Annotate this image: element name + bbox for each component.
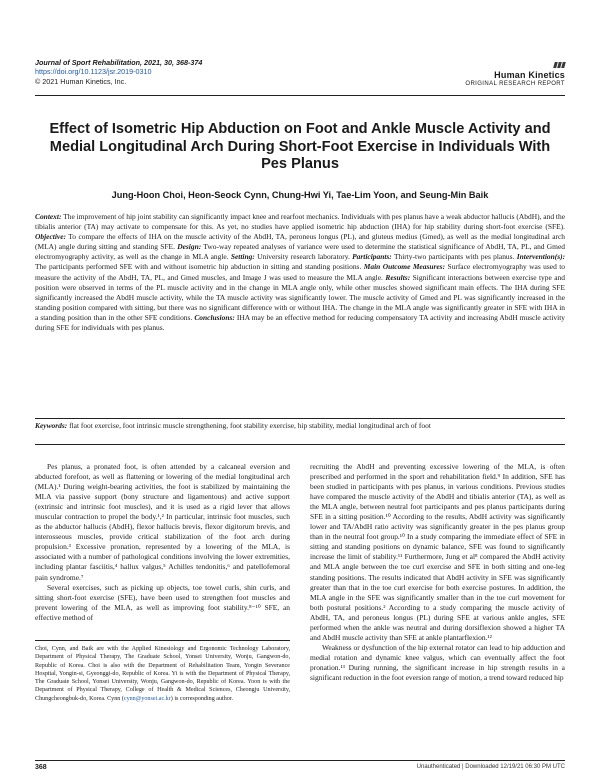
publisher-logo: [465, 62, 565, 88]
body-paragraph: Weakness or dysfunction of the hip external rotator can lead to hip adduction and medial rotation and dynamic knee valgus, which can eventually affect the foot pronation.¹³ During running, the significant increase in hip strength results in a significant reduction in the foot eversion range of motion, a trend toward reduced hip: [310, 642, 565, 682]
keywords-text: flat foot exercise, foot intrinsic muscle strengthening, foot stability exercise, hip stability, medial longitudinal arch of foot: [69, 421, 431, 430]
page-number: 368: [35, 764, 47, 771]
keywords-divider: [35, 444, 565, 445]
keywords-label: Keywords:: [35, 421, 68, 430]
results-label: Results:: [385, 272, 411, 282]
corresponding-email-link[interactable]: cynn@yonsei.ac.kr: [123, 695, 171, 702]
intervention-text: The participants performed SFE with and without isometric hip abduction in sitting and standing positions.: [35, 262, 362, 272]
setting-text: University research laboratory.: [257, 252, 350, 262]
affiliation-text-end: ) is corresponding author.: [170, 695, 234, 702]
context-text: The improvement of hip joint stability can significantly impact knee and rearfoot mechanics. Individuals with pes planus have a weak abductor hallucis (AbdH), and the tibialis anterior (TA) may activate to compensate for this. As yet, no studies have applied isometric hip abduction (IHA) for hip stability during short-foot exercise (SFE).: [35, 212, 565, 232]
intervention-label: Intervention(s):: [516, 252, 566, 262]
body-column-left: [35, 462, 290, 623]
context-label: Context:: [35, 212, 62, 221]
conclusions-text: IHA may be an effective method for reducing compensatory TA activity and increasing AbdH muscle activity during SFE for individuals with pes planus.: [35, 312, 566, 333]
journal-citation: Journal of Sport Rehabilitation, 2021, 30, 368-374: [35, 58, 203, 67]
setting-label: Setting:: [230, 252, 255, 262]
measures-text: Surface electromyography was used to measure the activity of the AbdH, TA, PL, and Gmed muscles, and Image J was used to measure the MLA angle.: [35, 262, 566, 282]
abstract: [35, 212, 565, 333]
body-paragraph: Pes planus, a pronated foot, is often attended by a calcaneal eversion and abducted forefoot, as well as flattening or lowering of the medial longitudinal arch (MLA).¹ During weight-bearing activities, the foot is stabilized by maintaining the MLA via passive support (bony structure and ligamentous) and active support (extrinsic and intrinsic foot muscles), and it is used as a rigid lever that allows muscular contraction to propel the body.¹,² In particular, intrinsic foot muscles, such as the abductor hallucis (AbdH), flexor hallucis brevis, flexor digitorum brevis, and interosseous muscles, provide critical stabilization of the foot arch during propulsion.³ Excessive pronation, represented by a lowering of the MLA, is associated with a number of pathological conditions involving the lower extremities, including plantar fasciitis,⁴ hallux valgus,⁵ Achilles tendonitis,⁶ and patellofemoral pain syndrome.⁷: [35, 462, 290, 582]
body-paragraph: Several exercises, such as picking up objects, toe towel curls, shin curls, and sitting short-foot exercise (SFE), have been used to strengthen foot muscles and prevent lowering of the MLA, as well as improving foot stability.⁸⁻¹⁰ SFE, an effective method of: [35, 582, 290, 622]
footer-divider: [35, 760, 565, 761]
body-paragraph: recruiting the AbdH and preventing excessive lowering of the MLA, is often prescribed and performed in the sport and rehabilitation field.⁹ In addition, SFE has been studied in participants with pes planus, in various conditions. Previous studies have compared the muscle activity of the AbdH and tibialis anterior (TA), as well as the MLA angle, between neutral foot participants and pes planus participants during SFE in a sitting position.¹⁰ According to the results, AbdH activity was significantly lower and TA/AbdH ratio activity was significantly greater in the pes planus group than in the neutral foot group.¹⁰ In a study comparing the immediate effect of SFE in sitting and standing positions on dynamic balance, SFE was found to significantly increase the limit of stability.¹¹ Furthermore, Jung et al⁸ compared the AbdH activity and MLA angle between the toe curl exercise and SFE in both sitting and one-leg standing positions. The results indicated that AbdH activity in SFE was significantly greater than that in the toe curl exercise for both exercise postures. In addition, the MLA angle in the SFE was significantly smaller than in the toe curl movement for both postural positions.² According to a study comparing the muscle activity of AbdH, TA, and peroneus longus (PL) during SFE at various ankle angles, SFE performed when the ankle was neutral and during dorsiflexion showed a higher TA and AbdH muscle activity than SFE at ankle plantarflexion.¹²: [310, 462, 565, 642]
article-title: Effect of Isometric Hip Abduction on Foot and Ankle Muscle Activity and Medial Longitudinal Arch During Short-Foot Exercise in Individuals With Pes Planus: [49, 121, 551, 172]
doi-link[interactable]: https://doi.org/10.1123/jsr.2019-0310: [35, 67, 152, 77]
abstract-divider: [35, 418, 565, 419]
objective-text: To compare the effects of IHA on the muscle activity of the AbdH, TA, peroneus longus (PL), and gluteus medius (Gmed), as well as the medial longitudinal arch (MLA) angle during sitting and standing SFE.: [35, 232, 565, 252]
publisher-mark-icon: [465, 62, 565, 68]
author-list: Jung-Hoon Choi, Heon-Seock Cynn, Chung-Hwi Yi, Tae-Lim Yoon, and Seung-Min Baik: [111, 190, 489, 200]
results-text: Significant interactions between exercise type and position were observed in terms of the PL muscle activity and in the change in MLA angle only, while other muscles showed significant main effects. The IHA during SFE significantly increased the AbdH muscle activity, while the TA muscle activity was significantly lower. The muscle activity of Gmed and PL was significantly increased in the standing position compared with sitting, but there was no significant difference with or without IHA. The change in the MLA angle was significantly greater in SFE with IHA in a standing position than in the other SFE conditions.: [35, 272, 565, 322]
copyright: © 2021 Human Kinetics, Inc.: [35, 76, 127, 86]
publisher-name: Human Kinetics: [494, 70, 565, 80]
download-stamp: Unauthenticated | Downloaded 12/19/21 06:30 PM UTC: [416, 764, 565, 770]
design-text: Two-way repeated analyses of variance were used to determine the statistical significance of AbdH, TA, PL, and Gmed electromyography activity, as well as the change in MLA angle.: [35, 242, 565, 262]
author-affiliations: [35, 645, 290, 703]
design-label: Design:: [177, 242, 202, 252]
participants-label: Participants:: [352, 252, 392, 262]
keywords: [35, 421, 565, 431]
body-column-right: [310, 462, 565, 683]
conclusions-label: Conclusions:: [194, 312, 235, 322]
measures-label: Main Outcome Measures:: [363, 262, 446, 272]
journal-header: [35, 58, 202, 86]
article-type: ORIGINAL RESEARCH REPORT: [465, 81, 565, 87]
footnote-divider: [35, 640, 290, 641]
header-divider: [35, 95, 565, 96]
affiliation-text: Choi, Cynn, and Baik are with the Applied Kinesiology and Ergonomic Technology Laboratory, Department of Physical Therapy, The Graduate School, Yonsei University, Wonju, Gangwon-do, Republic of Korea. Choi is also with the Department of Rehabilitation Team, Yongin Severance Hospital, Yongin-si, Gyeonggi-do, Republic of Korea. Yi is with the Department of Physical Therapy, The Graduate School, Yonsei University, Wonju, Gangwon-do, Republic of Korea. Yoon is with the Department of Physical Therapy, College of Health & Medical Sciences, Cheongju University, Chungcheongbuk-do, Korea. Cynn (: [35, 646, 290, 702]
objective-label: Objective:: [35, 232, 66, 242]
participants-text: Thirty-two participants with pes planus.: [393, 252, 515, 262]
